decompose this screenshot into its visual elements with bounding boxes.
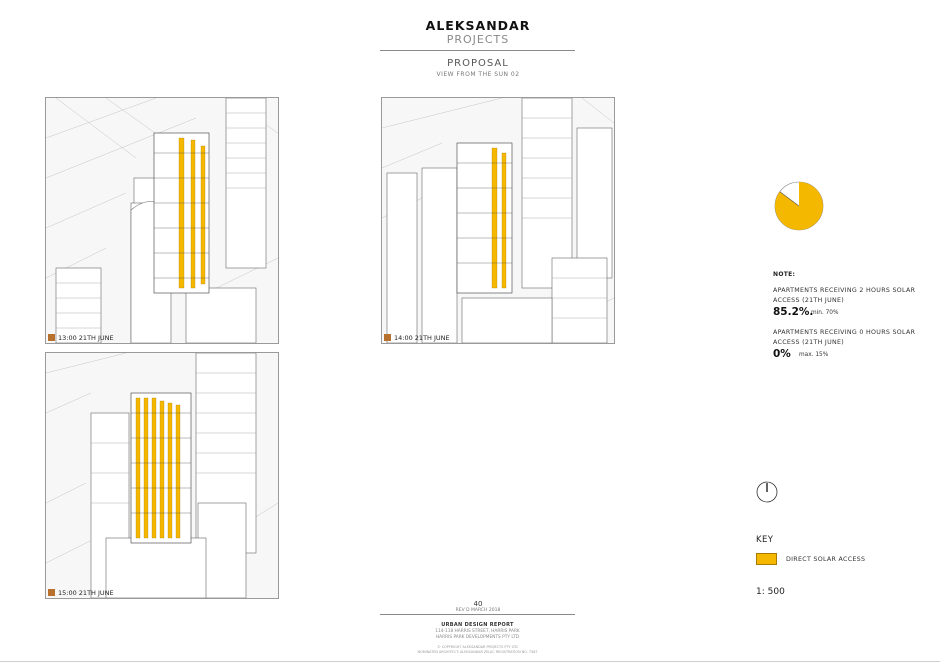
- footer-divider: [380, 614, 575, 615]
- axonometric-drawing: [46, 98, 278, 343]
- brand-subtitle: PROJECTS: [446, 33, 510, 46]
- sun-view-1500: [45, 352, 279, 599]
- page-number: 40: [473, 600, 483, 608]
- key-swatch: [756, 553, 777, 565]
- revision: REV D MARCH 2018: [455, 608, 501, 613]
- note-item1-min: min. 70%: [811, 310, 839, 316]
- note-item1-line1: APARTMENTS RECEIVING 2 HOURS SOLAR: [773, 287, 916, 294]
- sun-view-1400: [381, 97, 615, 344]
- report-title: URBAN DESIGN REPORT: [441, 622, 514, 628]
- developer-name: HARRIS PARK DEVELOPMENTS PTY LTD: [435, 635, 520, 640]
- north-compass-icon: [756, 481, 778, 503]
- note-title: NOTE:: [773, 271, 796, 278]
- drawing-scale: 1: 500: [756, 587, 785, 597]
- note-item1-value: 85.2%.: [773, 306, 814, 318]
- axonometric-drawing: [382, 98, 614, 343]
- brand-title: ALEKSANDAR: [425, 18, 531, 33]
- key-title: KEY: [756, 535, 774, 545]
- note-item2-line1: APARTMENTS RECEIVING 0 HOURS SOLAR: [773, 329, 916, 336]
- section-subtitle: VIEW FROM THE SUN 02: [436, 71, 520, 78]
- key-label: DIRECT SOLAR ACCESS: [786, 556, 866, 563]
- architect-note: NOMINATED ARCHITECT: ALEKSANDAR ZELJIC REGISTRATION NO. 7587: [417, 650, 538, 654]
- note-item1-line2: ACCESS (21TH JUNE): [773, 297, 845, 304]
- note-item2-value: 0%: [773, 348, 791, 360]
- caption-swatch: [48, 589, 55, 596]
- section-title: PROPOSAL: [447, 58, 509, 69]
- solar-access-pie: [773, 180, 825, 232]
- copyright-note: © COPYRIGHT ALEKSANDAR PROJECTS PTY LTD: [437, 645, 518, 649]
- page-bottom-border: [0, 661, 940, 662]
- sun-view-1300: [45, 97, 279, 344]
- view-caption: 15:00 21TH JUNE: [58, 589, 114, 597]
- site-address: 114-118 HARRIS STREET, HARRIS PARK: [435, 629, 520, 634]
- note-item2-line2: ACCESS (21TH JUNE): [773, 339, 845, 346]
- view-caption: 14:00 21TH JUNE: [394, 334, 450, 342]
- note-item2-max: max. 15%: [799, 352, 829, 358]
- caption-swatch: [384, 334, 391, 341]
- header-divider: [380, 50, 575, 51]
- axonometric-drawing: [46, 353, 278, 598]
- caption-swatch: [48, 334, 55, 341]
- view-caption: 13:00 21TH JUNE: [58, 334, 114, 342]
